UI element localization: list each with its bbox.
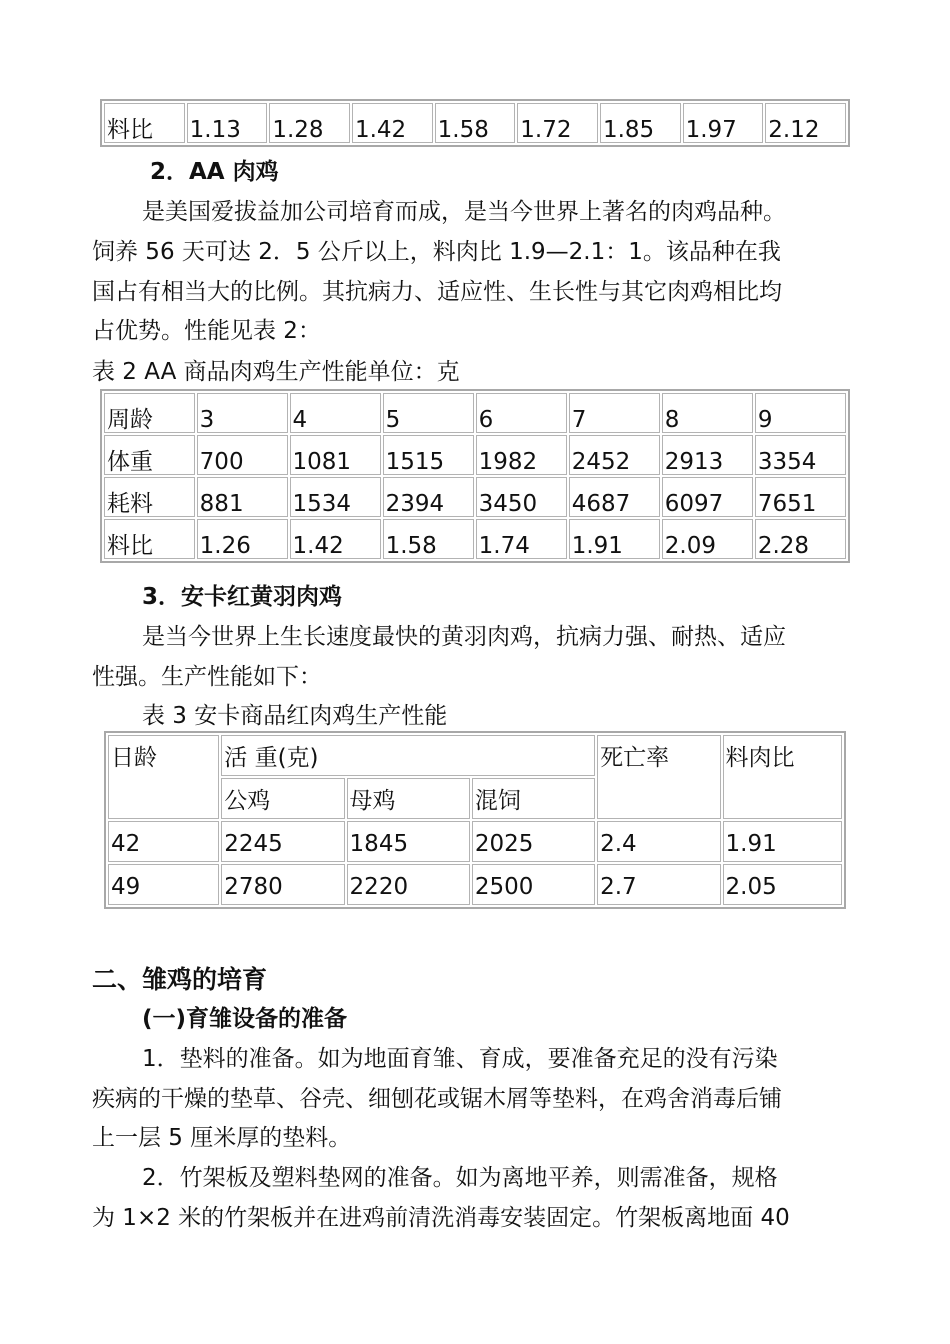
table-cell: 5 xyxy=(383,393,474,433)
table-1-tail xyxy=(100,99,850,147)
table-cell: 体重 xyxy=(104,435,195,475)
table-cell: 2.4 xyxy=(597,821,720,862)
table-row xyxy=(108,821,842,862)
table-cell: 9 xyxy=(755,393,846,433)
paragraph-line: 国占有相当大的比例。其抗病力、适应性、生长性与其它肉鸡相比均 xyxy=(92,279,782,305)
table-row xyxy=(108,735,842,776)
table-header-cell: 母鸡 xyxy=(347,778,470,819)
table-cell: 1.74 xyxy=(476,519,567,559)
table-cell: 2.09 xyxy=(662,519,753,559)
table-cell: 1534 xyxy=(290,477,381,517)
table-caption: 表 2 AA 商品肉鸡生产性能单位：克 xyxy=(92,359,460,385)
table-cell: 1515 xyxy=(383,435,474,475)
table-row xyxy=(104,103,846,143)
table-header-cell: 死亡率 xyxy=(597,735,720,819)
table-cell: 耗料 xyxy=(104,477,195,517)
paragraph-line: 疾病的干燥的垫草、谷壳、细刨花或锯木屑等垫料，在鸡舍消毒后铺 xyxy=(92,1086,782,1112)
table-cell: 2220 xyxy=(347,864,470,905)
table-cell: 2394 xyxy=(383,477,474,517)
table-cell: 2.28 xyxy=(755,519,846,559)
table-cell: 1.42 xyxy=(352,103,433,143)
table-cell: 1.26 xyxy=(197,519,288,559)
subsection-heading: (一)育雏设备的准备 xyxy=(142,1006,348,1032)
table-cell: 1982 xyxy=(476,435,567,475)
section-heading-chick-rearing: 二、雏鸡的培育 xyxy=(92,965,268,994)
table-cell: 42 xyxy=(108,821,219,862)
paragraph-line: 饲养 56 天可达 2．5 公斤以上，料肉比 1.9—2.1：1。该品种在我 xyxy=(92,239,781,265)
table-cell: 1.58 xyxy=(383,519,474,559)
table-cell: 4687 xyxy=(569,477,660,517)
table-cell: 3450 xyxy=(476,477,567,517)
table-cell: 料比 xyxy=(104,103,185,143)
table-header-cell: 活 重(克) xyxy=(221,735,595,776)
paragraph-line: 是当今世界上生长速度最快的黄羽肉鸡，抗病力强、耐热、适应 xyxy=(142,624,786,650)
table-cell: 周龄 xyxy=(104,393,195,433)
table-cell: 2245 xyxy=(221,821,344,862)
paragraph-line: 是美国爱拔益加公司培育而成，是当今世界上著名的肉鸡品种。 xyxy=(142,199,786,225)
table-cell: 1.28 xyxy=(269,103,350,143)
section-heading-aa: 2．AA 肉鸡 xyxy=(150,159,279,185)
table-row xyxy=(104,435,846,475)
table-cell: 6097 xyxy=(662,477,753,517)
table-cell: 8 xyxy=(662,393,753,433)
table-row xyxy=(108,864,842,905)
table-cell: 2.7 xyxy=(597,864,720,905)
table-2 xyxy=(100,389,850,563)
table-caption: 表 3 安卡商品红肉鸡生产性能 xyxy=(142,703,448,729)
table-cell: 1081 xyxy=(290,435,381,475)
table-header-cell: 料肉比 xyxy=(723,735,842,819)
table-cell: 49 xyxy=(108,864,219,905)
table-cell: 700 xyxy=(197,435,288,475)
table-row xyxy=(104,519,846,559)
table-cell: 2500 xyxy=(472,864,595,905)
section-heading-anka: 3．安卡红黄羽肉鸡 xyxy=(142,584,343,610)
table-cell: 1.85 xyxy=(600,103,681,143)
table-cell: 2913 xyxy=(662,435,753,475)
table-cell: 1.72 xyxy=(517,103,598,143)
table-cell: 3354 xyxy=(755,435,846,475)
table-row xyxy=(104,393,846,433)
table-cell: 7 xyxy=(569,393,660,433)
paragraph-line: 性强。生产性能如下： xyxy=(92,664,322,690)
paragraph-line: 1．垫料的准备。如为地面育雏、育成，要准备充足的没有污染 xyxy=(142,1046,778,1072)
table-cell: 4 xyxy=(290,393,381,433)
table-cell: 1.91 xyxy=(723,821,842,862)
table-cell: 1.58 xyxy=(435,103,516,143)
paragraph-line: 占优势。性能见表 2： xyxy=(92,318,321,344)
table-cell: 2.05 xyxy=(723,864,842,905)
table-cell: 2452 xyxy=(569,435,660,475)
paragraph-line: 为 1×2 米的竹架板并在进鸡前清洗消毒安装固定。竹架板离地面 40 xyxy=(92,1205,790,1231)
table-cell: 1.97 xyxy=(683,103,764,143)
table-header-cell: 日龄 xyxy=(108,735,219,819)
table-cell: 2025 xyxy=(472,821,595,862)
table-3 xyxy=(104,731,846,909)
table-cell: 1.42 xyxy=(290,519,381,559)
table-header-cell: 公鸡 xyxy=(221,778,344,819)
table-cell: 7651 xyxy=(755,477,846,517)
table-cell: 1.13 xyxy=(187,103,268,143)
table-row xyxy=(104,477,846,517)
table-header-cell: 混饲 xyxy=(472,778,595,819)
table-cell: 2.12 xyxy=(765,103,846,143)
paragraph-line: 2．竹架板及塑料垫网的准备。如为离地平养，则需准备，规格 xyxy=(142,1165,778,1191)
table-cell: 6 xyxy=(476,393,567,433)
table-cell: 2780 xyxy=(221,864,344,905)
table-cell: 881 xyxy=(197,477,288,517)
paragraph-line: 上一层 5 厘米厚的垫料。 xyxy=(92,1125,352,1151)
table-cell: 1845 xyxy=(347,821,470,862)
table-cell: 料比 xyxy=(104,519,195,559)
table-cell: 3 xyxy=(197,393,288,433)
table-cell: 1.91 xyxy=(569,519,660,559)
